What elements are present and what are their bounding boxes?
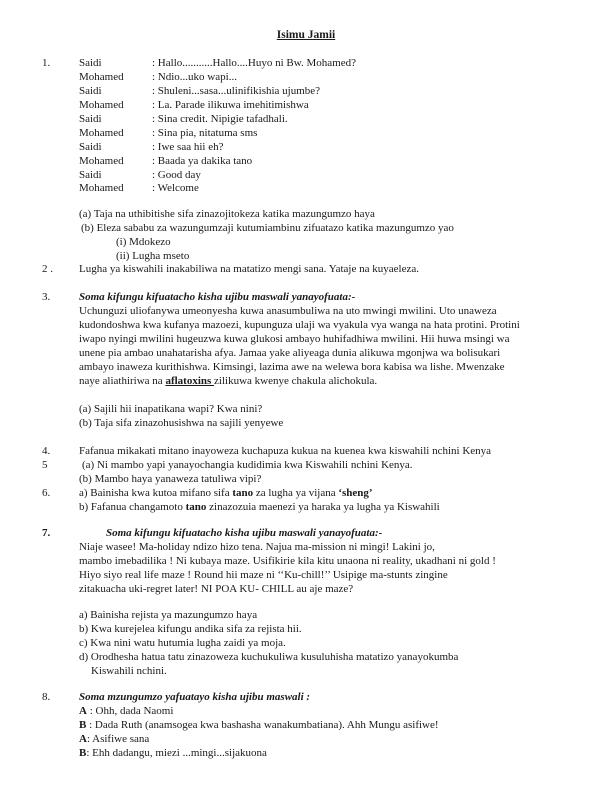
- question-number: 2 .: [42, 263, 53, 275]
- speaker: B: [79, 719, 87, 731]
- question-number: 5: [42, 459, 48, 471]
- passage-line: ambayo inaweza kurithishwa. Kimsingi, lazima awe na welewa bora kabisa wa lishe. Mwenzake: [79, 361, 505, 373]
- question-number: 8.: [42, 691, 51, 703]
- speaker: Saidi: [79, 57, 102, 69]
- speaker: Saidi: [79, 169, 102, 181]
- utterance: : Ndio...uko wapi...: [152, 71, 237, 83]
- sub-question-a: (a) Ni mambo yapi yanayochangia kudidimia kwa Kiswahili nchini Kenya.: [82, 459, 413, 471]
- passage-line: Hiyo siyo real life maze ! Round hii maze ni ‘‘Ku-chill!’’ Usipige ma-stunts zingine: [79, 569, 448, 581]
- sub-question-b: (b) Eleza sababu za wazungumzaji kutumiambinu zifuatazo katika mazungumzo yao: [81, 222, 454, 234]
- speaker: Mohamed: [79, 99, 124, 111]
- passage-line-last: naye aliathiriwa na aflatoxins zilikuwa kwenye chakula alichokula.: [79, 375, 378, 387]
- question-text: Lugha ya kiswahili inakabiliwa na matatizo mengi sana. Yataje na kuyaeleza.: [79, 263, 419, 275]
- sub-question-d-continued: Kiswahili nchini.: [91, 665, 167, 677]
- speaker: Mohamed: [79, 127, 124, 139]
- speaker: Saidi: [79, 85, 102, 97]
- sub-question-a: (a) Taja na uthibitishe sifa zinazojitokeza katika mazungumzo haya: [79, 208, 375, 220]
- question-number: 7.: [42, 527, 51, 539]
- dialogue-line: A: Asifiwe sana: [79, 733, 150, 745]
- page-title: Isimu Jamii: [276, 29, 336, 41]
- instruction: Soma kifungu kifuatacho kisha ujibu maswali yanayofuata:-: [106, 527, 383, 539]
- speaker: Mohamed: [79, 155, 124, 167]
- sub-question-a: a) Bainisha rejista ya mazungumzo haya: [79, 609, 258, 621]
- sub-question-a: (a) Sajili hii inapatikana wapi? Kwa nini?: [79, 403, 263, 415]
- speaker: B: [79, 747, 87, 759]
- speaker: Saidi: [79, 141, 102, 153]
- utterance: : Good day: [152, 169, 201, 181]
- instruction: Soma mzungumzo yafuatayo kisha ujibu maswali :: [79, 691, 311, 703]
- sub-question-d: d) Orodhesha hatua tatu zinazoweza kuchukuliwa kusuluhisha matatizo yanayokumba: [79, 651, 459, 663]
- passage-line: Niaje wasee! Ma-holiday ndizo hizo tena. Najua ma-mission ni mingi! Lakini jo,: [79, 541, 435, 553]
- question-number: 1.: [42, 57, 51, 69]
- passage-line: kudondoshwa kwa kufanya mazoezi, kupunguza ulaji wa vyakula vya wanga na hata protini. Protini: [79, 319, 520, 331]
- sub-question-b: b) Fafanua changamoto tano zinazozuia maenezi ya haraka ya lugha ya Kiswahili: [79, 501, 440, 513]
- speaker: A: [79, 705, 87, 717]
- sub-question-b-ii: (ii) Lugha mseto: [116, 250, 190, 262]
- dialogue-line: B: Ehh dadangu, miezi ...mingi...sijakuona: [79, 747, 267, 759]
- sub-question-b-i: (i) Mdokezo: [116, 236, 171, 248]
- emphasized-term: aflatoxins: [165, 375, 215, 387]
- speaker: Mohamed: [79, 182, 124, 194]
- sub-question-c: c) Kwa nini watu hutumia lugha zaidi ya moja.: [79, 637, 286, 649]
- utterance: : Iwe saa hii eh?: [152, 141, 224, 153]
- dialogue-line: B : Dada Ruth (anamsogea kwa bashasha wanakumbatiana). Ahh Mungu asifiwe!: [79, 719, 439, 731]
- passage-line: zitakuacha uki-regret later! NI POA KU- CHILL au aje maze?: [79, 583, 354, 595]
- instruction: Soma kifungu kifuatacho kisha ujibu maswali yanayofuata:-: [79, 291, 356, 303]
- utterance: : Sina pia, nitatuma sms: [152, 127, 258, 139]
- passage-line: Uchunguzi uliofanywa umeonyesha kuwa anasumbuliwa na uto mwingi mwilini. Uto unaweza: [79, 305, 497, 317]
- passage-line: iwapo nyingi mwilini hugeuzwa kuwa glukosi ambayo huhifadhiwa mwilini. Hii huwa msingi wa: [79, 333, 510, 345]
- sub-question-b: (b) Mambo haya yanaweza tatuliwa vipi?: [79, 473, 262, 485]
- speaker: A: [79, 733, 87, 745]
- passage-line: mambo imebadilika ! Ni kubaya maze. Usifikirie kila kitu unaona ni reality, ukadhani ni gold !: [79, 555, 496, 567]
- speaker: Mohamed: [79, 71, 124, 83]
- speaker: Saidi: [79, 113, 102, 125]
- utterance: : Welcome: [152, 182, 199, 194]
- utterance: : Sina credit. Nipigie tafadhali.: [152, 113, 288, 125]
- utterance: : La. Parade ilikuwa imehitimishwa: [152, 99, 309, 111]
- question-number: 4.: [42, 445, 51, 457]
- passage-line: unene pia ambao unahatarisha afya. Jamaa yake aliyeaga dunia alikuwa mgonjwa wa bolisukari: [79, 347, 501, 359]
- utterance: : Shuleni...sasa...ulinifikishia ujumbe?: [152, 85, 321, 97]
- dialogue-line: A : Ohh, dada Naomi: [79, 705, 174, 717]
- question-number: 6.: [42, 487, 51, 499]
- sub-question-b: (b) Taja sifa zinazohusishwa na sajili yenyewe: [79, 417, 284, 429]
- sub-question-b: b) Kwa kurejelea kifungu andika sifa za rejista hii.: [79, 623, 302, 635]
- question-text: Fafanua mikakati mitano inayoweza kuchapuza kukua na kuenea kwa kiswahili nchini Kenya: [79, 445, 492, 457]
- question-number: 3.: [42, 291, 51, 303]
- utterance: : Hallo...........Hallo....Huyo ni Bw. Mohamed?: [152, 57, 356, 69]
- sub-question-a: a) Bainisha kwa kutoa mifano sifa tano za lugha ya vijana ‘sheng’: [79, 487, 373, 499]
- utterance: : Baada ya dakika tano: [152, 155, 253, 167]
